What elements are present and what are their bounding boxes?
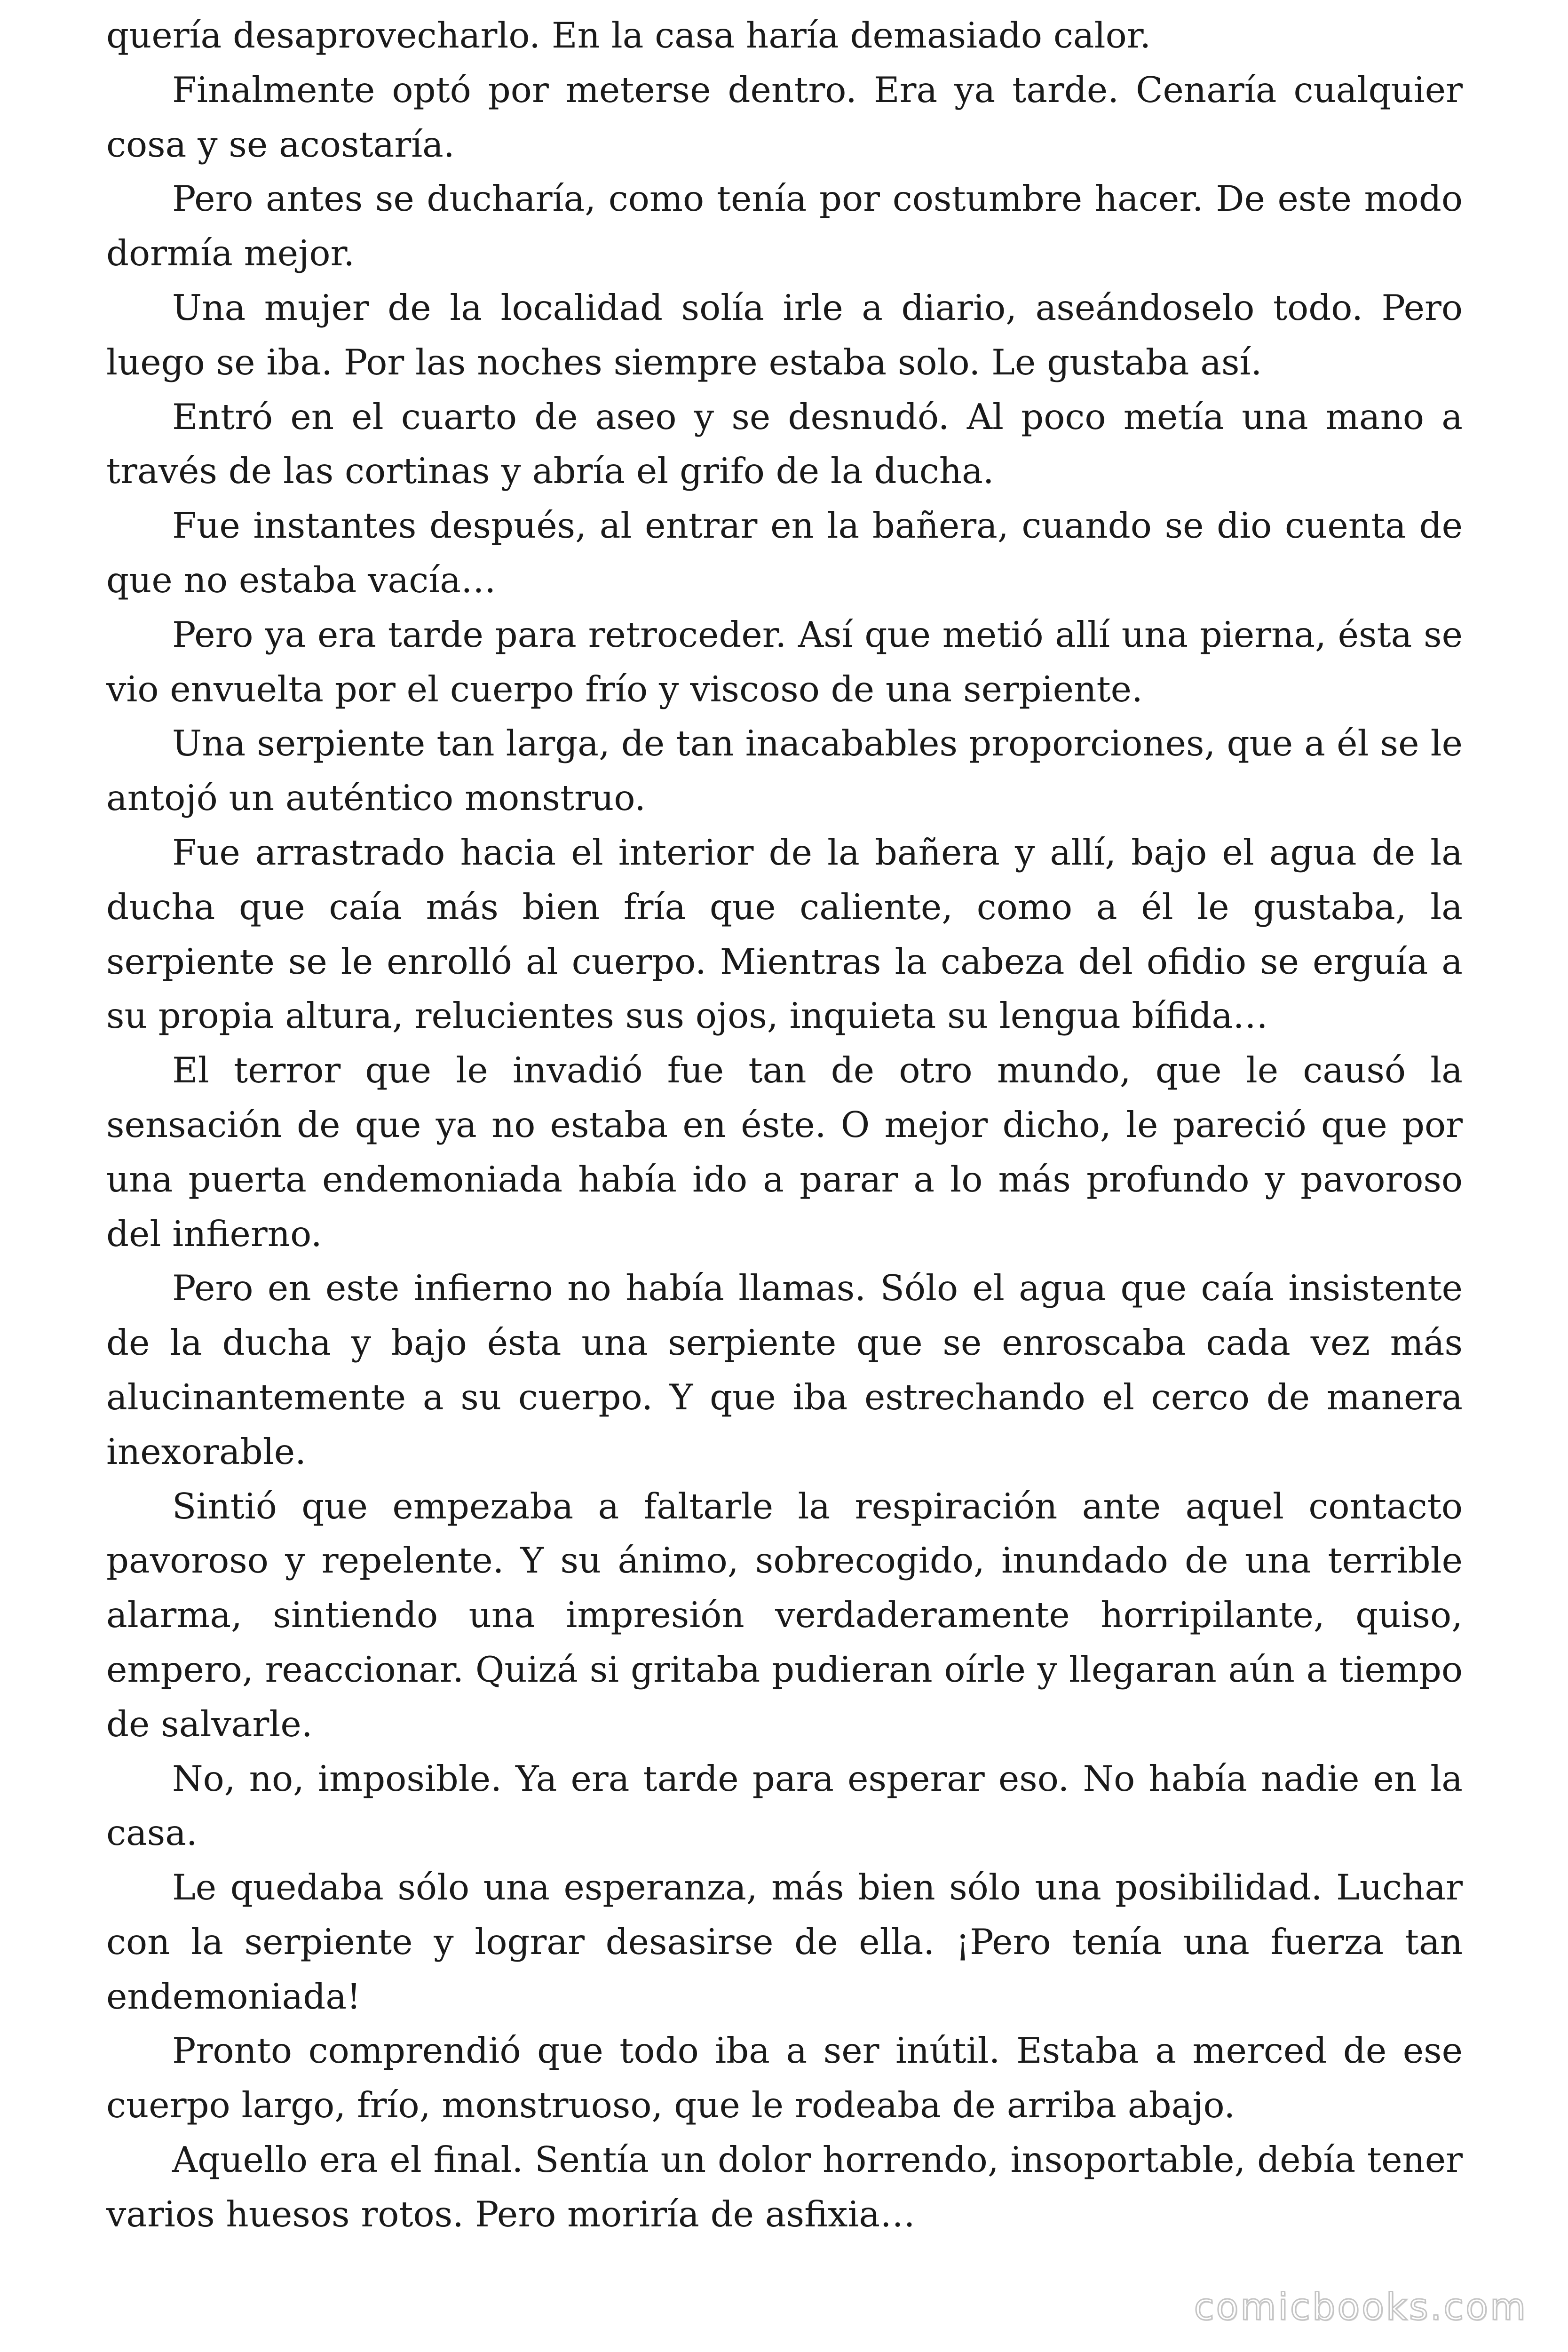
- paragraph-11: Pero en este infierno no había llamas. Sólo el agua que caía insistente de la ducha y bajo ésta una serpiente que se enroscaba cada vez más alucinantemente a su cuerpo. Y que iba estrechando el cerco de manera inexorable.: [106, 1267, 1463, 1472]
- paragraph-16: Aquello era el final. Sentía un dolor horrendo, insoportable, debía tener varios huesos rotos. Pero moriría de asfixia…: [106, 2139, 1463, 2235]
- paragraph-3: Pero antes se ducharía, como tenía por costumbre hacer. De este modo dormía mejor.: [106, 178, 1463, 274]
- paragraph-6: Fue instantes después, al entrar en la bañera, cuando se dio cuenta de que no estaba vacía…: [106, 505, 1463, 601]
- paragraph-1: quería desaprovecharlo. En la casa haría demasiado calor.: [106, 15, 1151, 56]
- paragraph-14: Le quedaba sólo una esperanza, más bien sólo una posibilidad. Luchar con la serpiente y lograr desasirse de ella. ¡Pero tenía una fuerza tan endemoniada!: [106, 1867, 1463, 2017]
- book-page-text: [106, 8, 1463, 2266]
- paragraph-12: Sintió que empezaba a faltarle la respiración ante aquel contacto pavoroso y repelente. Y su ánimo, sobrecogido, inundado de una terrible alarma, sintiendo una impresión verdaderamente horripilante, quiso, empero, reaccionar. Quizá si gritaba pudieran oírle y llegaran aún a tiempo de salvarle.: [106, 1485, 1463, 1745]
- paragraph-13: No, no, imposible. Ya era tarde para esperar eso. No había nadie en la casa.: [106, 1757, 1463, 1854]
- paragraph-8: Una serpiente tan larga, de tan inacabables proporciones, que a él se le antojó un auténtico monstruo.: [106, 723, 1463, 819]
- paragraph-7: Pero ya era tarde para retroceder. Así que metió allí una pierna, ésta se vio envuelta por el cuerpo frío y viscoso de una serpiente.: [106, 613, 1463, 710]
- paragraph-15: Pronto comprendió que todo iba a ser inútil. Estaba a merced de ese cuerpo largo, frío, monstruoso, que le rodeaba de arriba abajo.: [106, 2030, 1463, 2126]
- paragraph-5: Entró en el cuarto de aseo y se desnudó. Al poco metía una mano a través de las cortinas y abría el grifo de la ducha.: [106, 396, 1463, 492]
- paragraph-10: El terror que le invadió fue tan de otro mundo, que le causó la sensación de que ya no estaba en éste. O mejor dicho, le pareció que por una puerta endemoniada había ido a parar a lo más profundo y pavoroso del infierno.: [106, 1049, 1463, 1255]
- paragraph-2: Finalmente optó por meterse dentro. Era ya tarde. Cenaría cualquier cosa y se acostaría.: [106, 69, 1463, 165]
- paragraph-4: Una mujer de la localidad solía irle a diario, aseándoselo todo. Pero luego se iba. Por las noches siempre estaba solo. Le gustaba así.: [106, 286, 1463, 383]
- paragraph-9: Fue arrastrado hacia el interior de la bañera y allí, bajo el agua de la ducha que caía más bien fría que caliente, como a él le gustaba, la serpiente se le enrolló al cuerpo. Mientras la cabeza del ofidio se erguía a su propia altura, relucientes sus ojos, inquieta su lengua bífida…: [106, 831, 1463, 1037]
- watermark: comicbooks.com: [1194, 2286, 1528, 2328]
